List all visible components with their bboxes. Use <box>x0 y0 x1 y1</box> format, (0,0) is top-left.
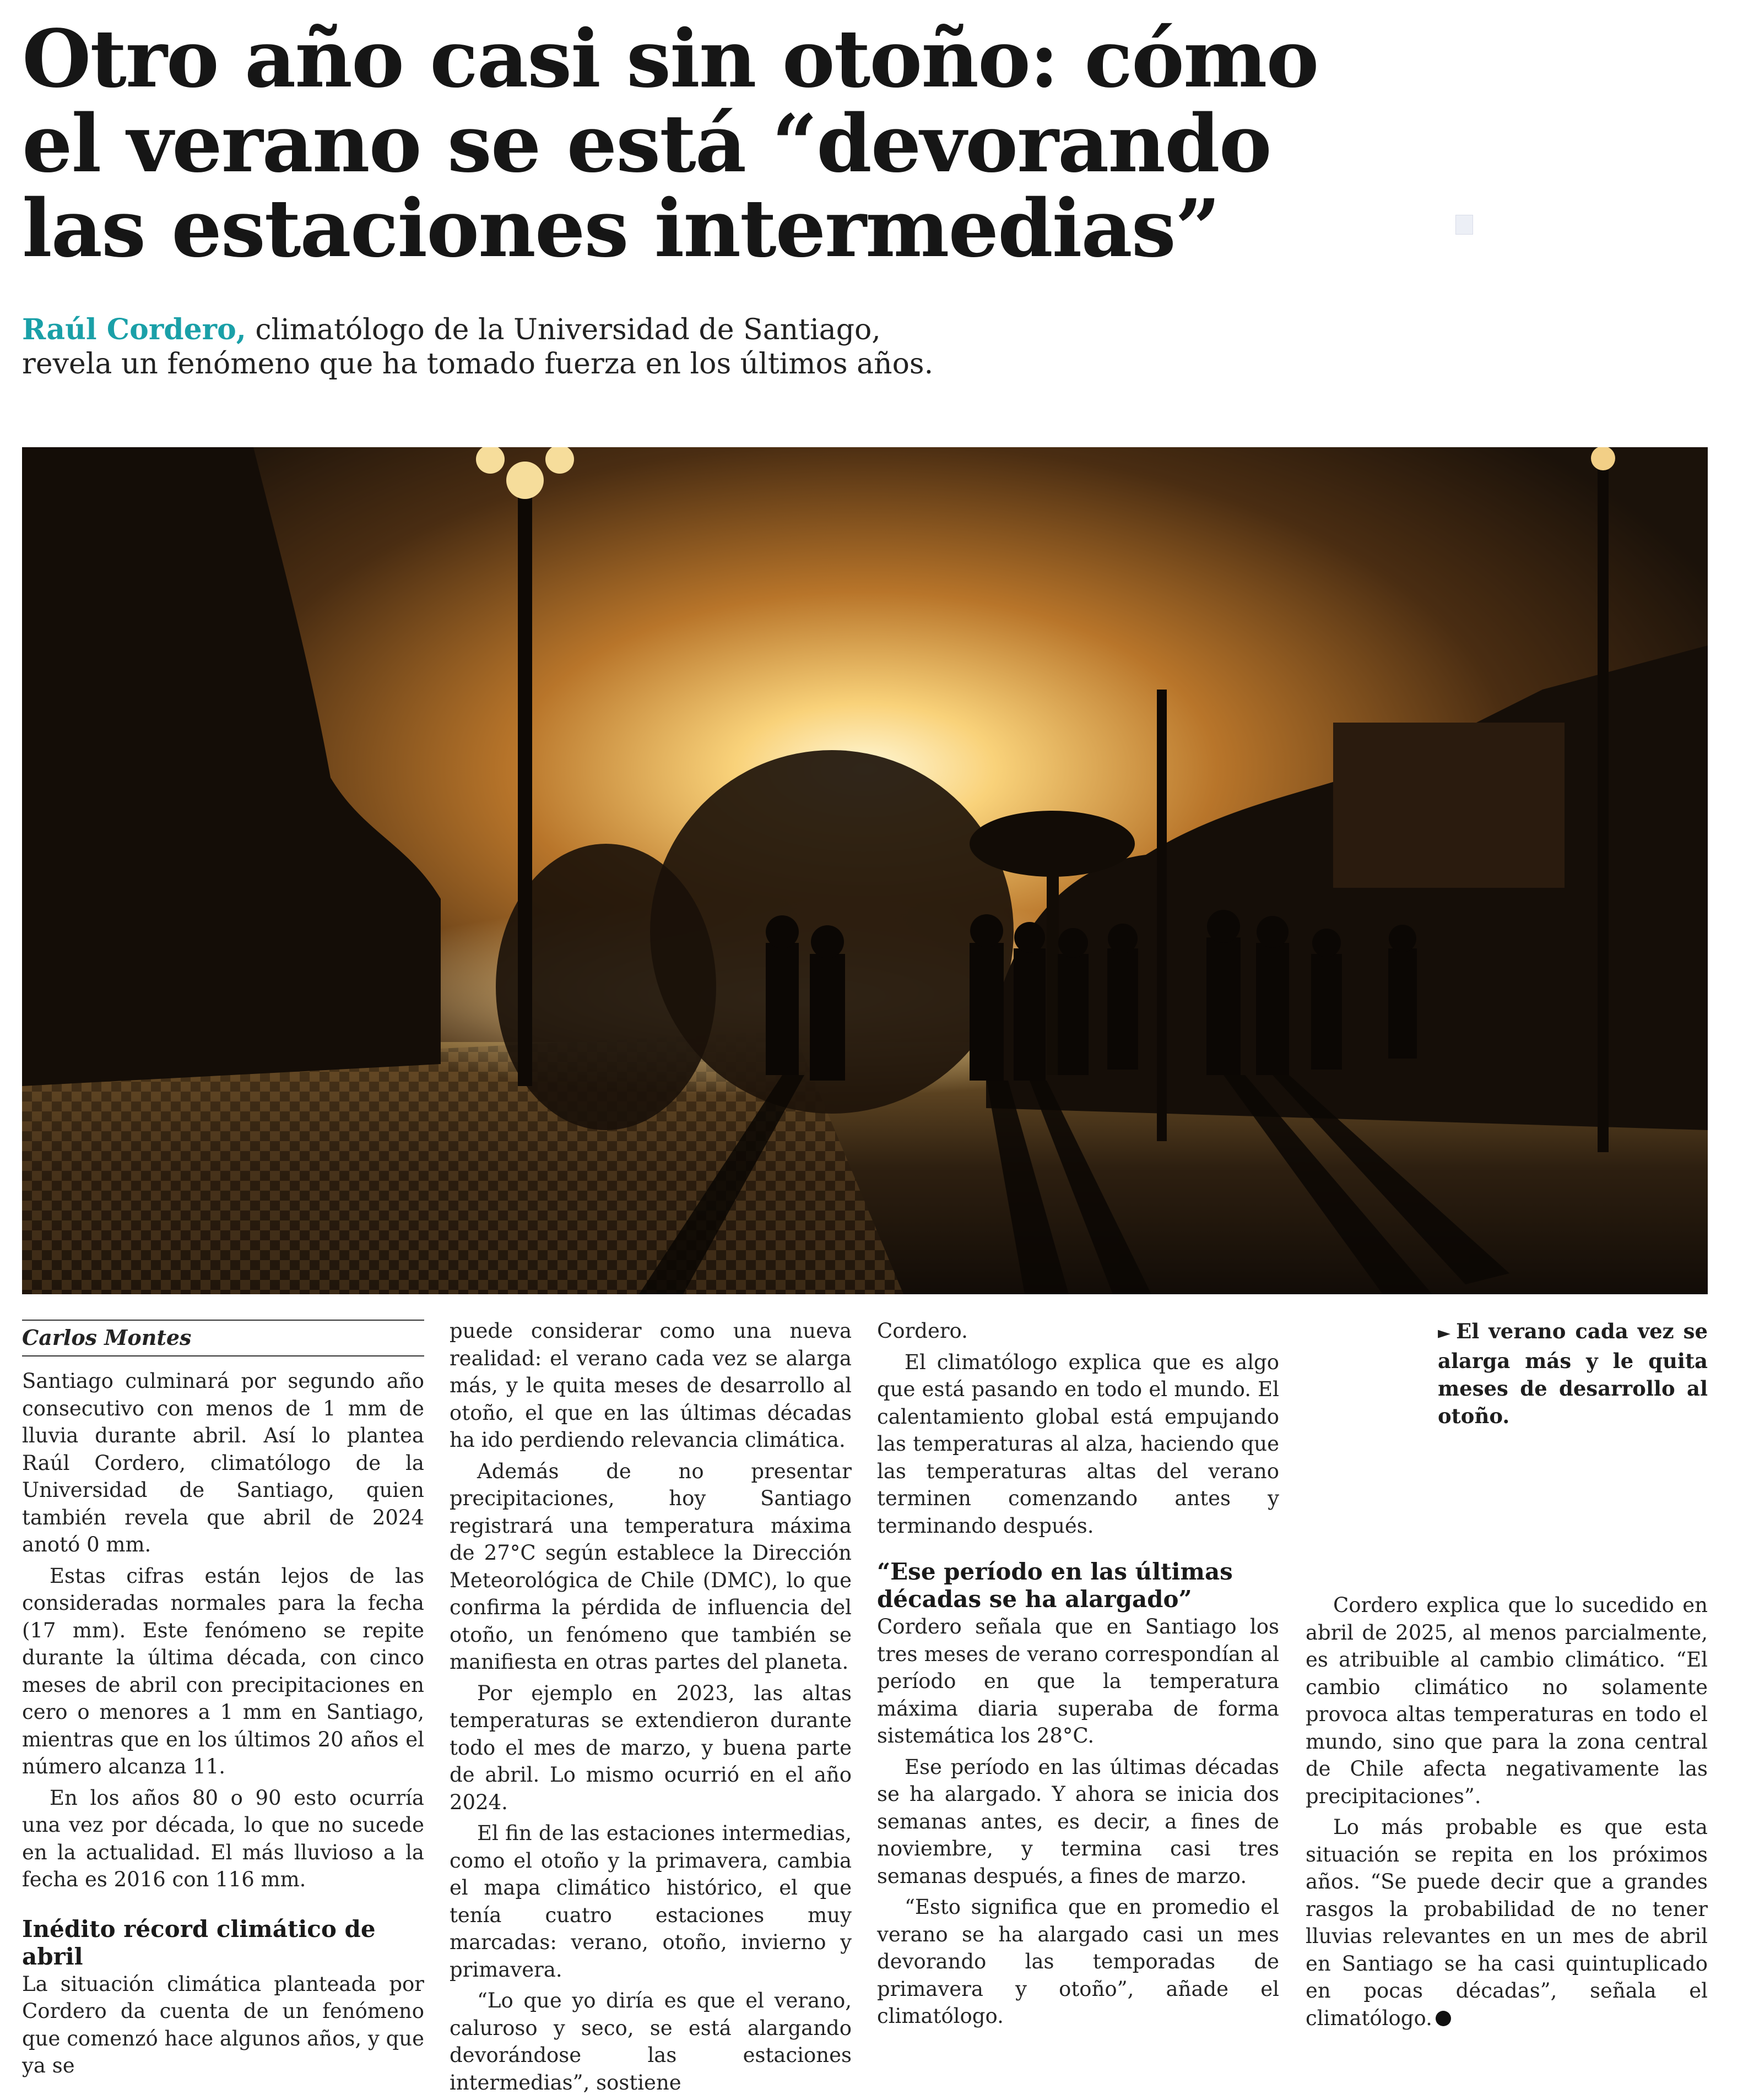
paragraph: “Lo que yo diría es que el verano, caluroso y seco, se está alargando devorándose las estaciones intermedias”, sostiene <box>450 1989 852 2094</box>
deck-line-2: revela un fenómeno que ha tomado fuerza en los últimos años. <box>22 348 934 381</box>
paragraph <box>1306 1814 1708 2032</box>
paragraph: puede considerar como una nueva realidad: el verano cada vez se alarga más, y le quita meses de desarrollo al otoño, el que en las últimas décadas ha ido perdiendo relevancia climática. <box>450 1319 852 1452</box>
byline: Carlos Montes <box>22 1320 424 1356</box>
caption-text: El verano cada vez se alarga más y le quita meses de desarrollo al otoño. <box>1438 1319 1708 1428</box>
headline-line-2: el verano se está “devorando <box>22 97 1271 190</box>
page-marker <box>1455 215 1473 235</box>
article-column-4 <box>1306 1592 1708 2036</box>
paragraph-text: Lo más probable es que esta situación se repita en los próximos años. “Se puede decir que a grandes rasgos la probabilidad de no tener lluvias relevantes en un mes de abril en Santiago se ha casi quintuplicado en pocas décadas”, señala el climatólogo. <box>1306 1815 1708 2030</box>
article-column-3 <box>877 1317 1279 2034</box>
hero-photo <box>22 447 1708 1294</box>
deck <box>22 313 1234 381</box>
paragraph: Por ejemplo en 2023, las altas temperaturas se extendieron durante todo el mes de marzo, y buena parte de abril. Lo mismo ocurrió en el año 2024. <box>450 1681 852 1814</box>
headline-line-1: Otro año casi sin otoño: cómo <box>22 12 1318 105</box>
paragraph: Estas cifras están lejos de las consideradas normales para la fecha (17 mm). Este fenómeno se repite durante la última década, con cinco meses de abril con precipitaciones en cero o menores a 1 mm en Santiago, mientras que en los últimos 20 años el número alcanza 11. <box>22 1564 424 1778</box>
paragraph: La situación climática planteada por Cordero da cuenta de un fenómeno que comenzó hace algunos años, y que ya se <box>22 1972 424 2077</box>
subhead: “Ese período en las últimas décadas se ha alargado” <box>877 1558 1233 1613</box>
end-mark-icon <box>1436 2011 1451 2026</box>
paragraph: El fin de las estaciones intermedias, como el otoño y la primavera, cambia el mapa climático histórico, el que tenía cuatro estaciones muy marcadas: verano, otoño, invierno y primavera. <box>450 1821 852 1982</box>
headline-line-3: las estaciones intermedias” <box>22 182 1220 275</box>
caption-arrow-icon: ► <box>1438 1323 1451 1343</box>
paragraph: El climatólogo explica que es algo que está pasando en todo el mundo. El calentamiento global está empujando las temperaturas al alza, haciendo que las temperaturas altas del verano terminen comenzando antes y terminando después. <box>877 1350 1279 1538</box>
paragraph: Santiago culminará por segundo año consecutivo con menos de 1 mm de lluvia durante abril. Así lo plantea Raúl Cordero, climatólogo de la Universidad de Santiago, quien también revela que abril de 2024 anotó 0 mm. <box>22 1369 424 1556</box>
paragraph: En los años 80 o 90 esto ocurría una vez por década, lo que no sucede en la actualidad. El más lluvioso a la fecha es 2016 con 116 mm. <box>22 1786 424 1891</box>
paragraph: Ese período en las últimas décadas se ha alargado. Y ahora se inicia dos semanas antes, es decir, a fines de noviembre, y termina casi tres semanas después, a fines de marzo. <box>877 1755 1279 1888</box>
paragraph: Cordero explica que lo sucedido en abril de 2025, al menos parcialmente, es atribuible al cambio climático. “El cambio climático no solamente provoca altas temperaturas en todo el mundo, sino que para la zona central de Chile afecta negativamente las precipitaciones”. <box>1306 1593 1708 1808</box>
article-column-2 <box>450 1317 852 2100</box>
deck-author: Raúl Cordero, <box>22 313 246 346</box>
paragraph: Cordero. <box>877 1319 968 1343</box>
paragraph: Cordero señala que en Santiago los tres meses de verano correspondían al período en que la temperatura máxima diaria superaba de forma sistemática los 28°C. <box>877 1615 1279 1748</box>
photo-caption <box>1438 1317 1708 1430</box>
article-column-1 <box>22 1320 424 2083</box>
headline <box>22 12 1318 275</box>
paragraph: “Esto significa que en promedio el verano se ha alargado casi un mes devorando las temporadas de primavera y otoño”, añade el climatólogo. <box>877 1895 1279 2028</box>
paragraph: Además de no presentar precipitaciones, hoy Santiago registrará una temperatura máxima de 27°C según establece la Dirección Meteorológica de Chile (DMC), lo que confirma la pérdida de influencia del otoño, un fenómeno que también se manifiesta en otras partes del planeta. <box>450 1459 852 1674</box>
subhead: Inédito récord climático de abril <box>22 1915 376 1970</box>
deck-line-1: climatólogo de la Universidad de Santiago, <box>246 313 881 346</box>
